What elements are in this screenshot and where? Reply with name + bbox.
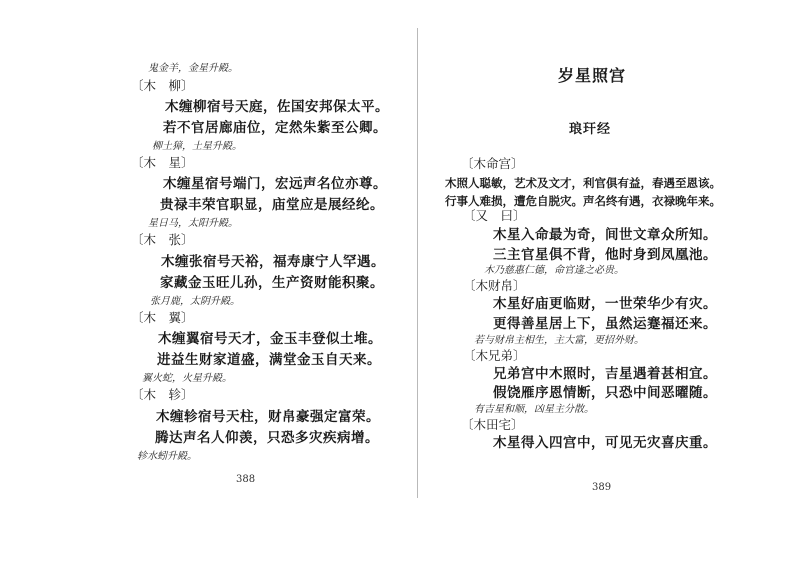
left-line-2: 〔木 柳〕 [131,78,194,93]
chapter-subtitle: 琅玕经 [569,122,612,137]
left-page-number: 388 [236,474,256,485]
left-line-5: 柳土獐，土星升殿。 [152,141,242,152]
right-line-15: 有吉星和顺，凶星主分散。 [474,404,594,415]
right-line-2: 木照人聪敏，艺术及文才，利官俱有益，春遇至恩该。 [445,176,721,190]
left-line-16: 进益生财家道盛，满堂金玉自天来。 [157,352,381,368]
right-line-1: 〔木命宫〕 [461,156,524,171]
left-line-4: 若不官居廊庙位，定然朱紫至公卿。 [163,120,387,136]
left-line-17: 翼火蛇，火星升殿。 [142,373,232,384]
left-line-7: 木缠星宿号端门，宏远声名位亦尊。 [163,176,387,192]
left-line-13: 张月鹿，太阴升殿。 [150,296,240,307]
right-line-7: 木乃慈惠仁德，命官逢之必贵。 [484,265,624,276]
left-line-1: 鬼金羊，金星升殿。 [148,63,238,74]
right-line-10: 更得善星居上下，虽然运蹇福还来。 [493,316,717,332]
right-line-5: 木星入命最为奇，间世文章众所知。 [493,227,717,243]
right-line-6: 三主官星俱不背，他时身到凤凰池。 [493,247,717,263]
left-line-19: 木缠轸宿号天柱，财帛豪强定富荣。 [156,409,380,425]
left-line-3: 木缠柳宿号天庭，佐国安邦保太平。 [165,99,389,115]
right-line-13: 兄弟宫中木照时，吉星遇着甚相宜。 [493,366,717,382]
right-line-11: 若与财帛主相生，主大富，更招外财。 [474,335,644,346]
left-line-14: 〔木 翼〕 [131,310,194,325]
right-line-16: 〔木田宅〕 [461,417,524,432]
right-line-14: 假饶雁序恩情断，只恐中间恶曜随。 [493,385,717,401]
left-line-15: 木缠翼宿号天才，金玉丰登似土堆。 [158,331,382,347]
right-line-4: 〔又 曰〕 [463,208,526,223]
left-line-11: 木缠张宿号天裕，福寿康宁人罕遇。 [161,254,385,270]
left-line-21: 轸水蚓升殿。 [137,451,197,462]
right-line-3: 行事人难损，遭危自脱灾。声名终有遇，衣禄晚年来。 [445,194,721,208]
left-line-9: 星日马，太阳升殿。 [148,218,238,229]
left-line-12: 家藏金玉旺儿孙，生产资财能积聚。 [160,275,384,291]
chapter-title: 岁星照宫 [558,66,627,85]
left-line-18: 〔木 轸〕 [131,387,194,402]
right-line-12: 〔木兄弟〕 [463,348,526,363]
left-line-20: 腾达声名人仰羡，只恐多灾疾病增。 [155,430,379,446]
left-line-6: 〔木 星〕 [131,155,194,170]
left-line-8: 贵禄丰荣官职显，庙堂应是展经纶。 [160,197,384,213]
left-line-10: 〔木 张〕 [131,232,194,247]
right-page-number: 389 [592,482,612,493]
right-line-17: 木星得入四宫中，可见无灾喜庆重。 [493,435,717,451]
right-line-8: 〔木财帛〕 [463,278,526,293]
right-page [412,0,793,561]
right-line-9: 木星好庙更临财，一世荣华少有灾。 [493,296,717,312]
